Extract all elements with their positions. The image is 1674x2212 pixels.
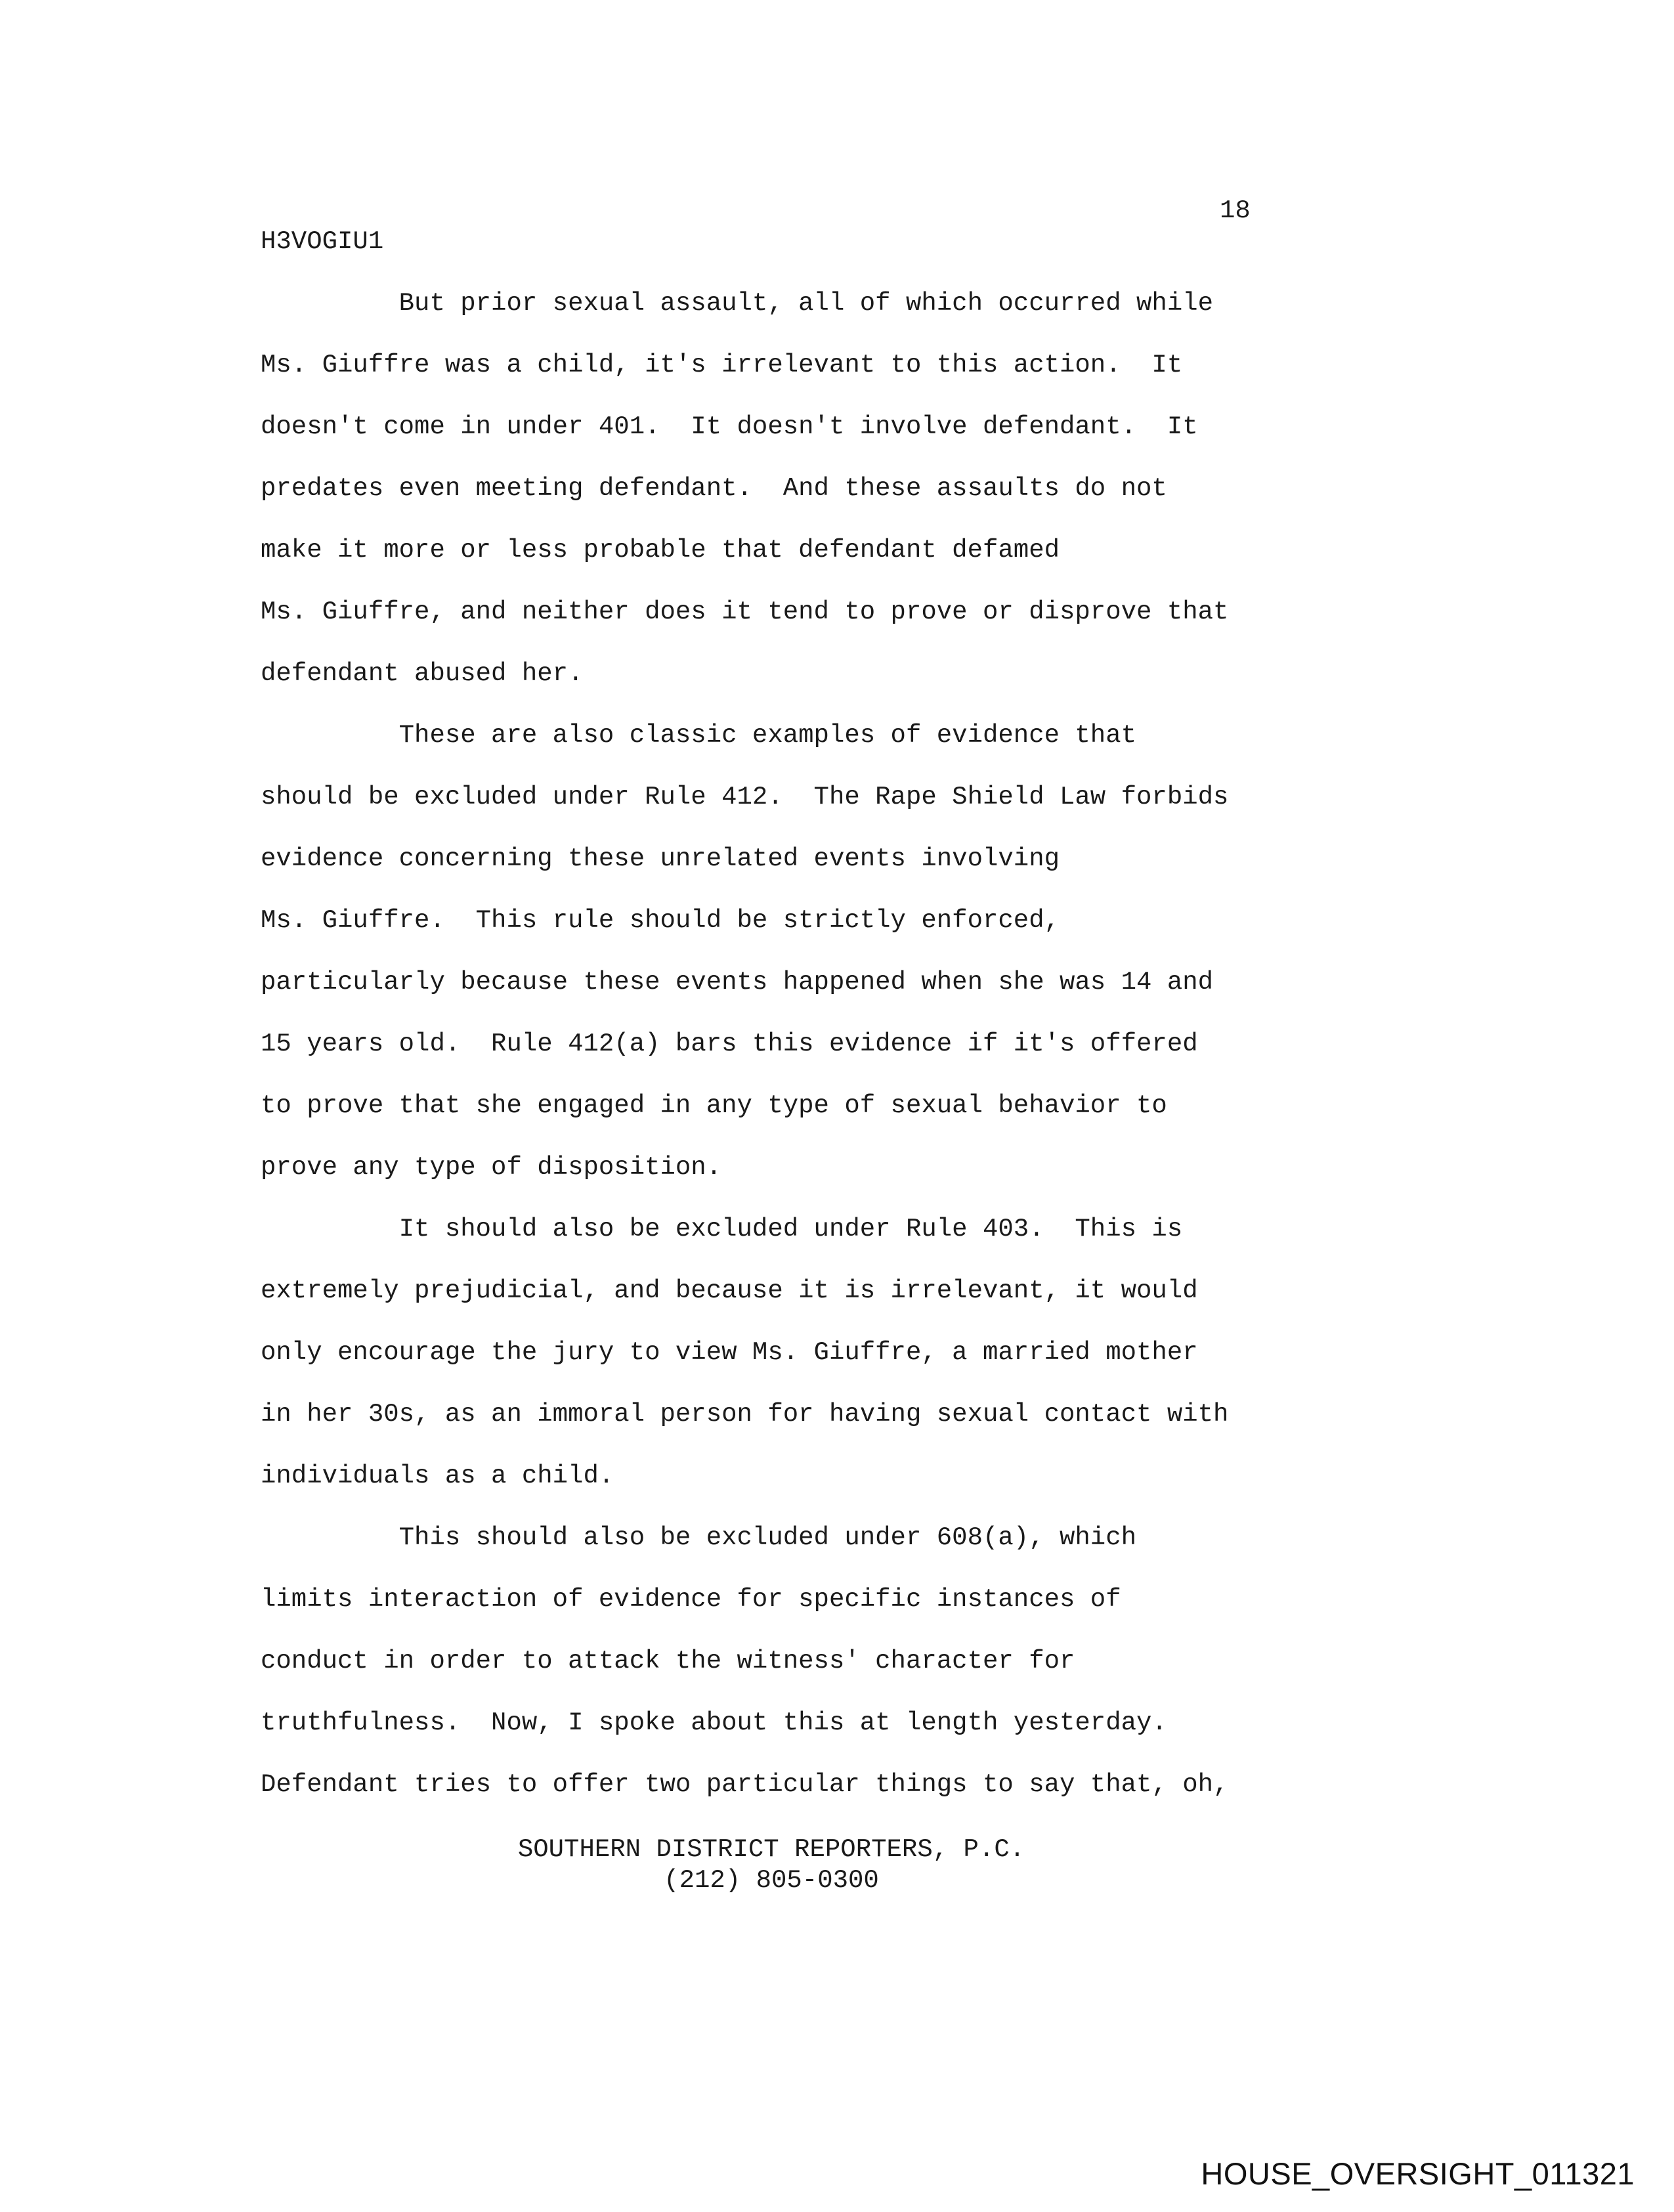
line-text: particularly because these events happened when she was 14 and xyxy=(261,968,1214,997)
transcript-line xyxy=(0,1464,1444,1496)
transcript-line xyxy=(0,1402,1444,1435)
transcript-line xyxy=(0,291,1444,324)
line-text: Defendant tries to offer two particular things to say that, oh, xyxy=(261,1770,1229,1799)
reporter-name: SOUTHERN DISTRICT REPORTERS, P.C. xyxy=(517,1835,1025,1864)
line-text: Ms. Giuffre was a child, it's irrelevant to this action. It xyxy=(261,351,1183,380)
bates-number: HOUSE_OVERSIGHT_011321 xyxy=(1201,2156,1635,2191)
transcript-line xyxy=(0,1217,1444,1249)
line-text: These are also classic examples of evidence that xyxy=(261,721,1137,750)
transcript-line xyxy=(0,538,1444,571)
transcript-line xyxy=(0,1031,1444,1064)
transcript-line xyxy=(0,599,1444,632)
line-text: But prior sexual assault, all of which occurred while xyxy=(261,289,1214,318)
transcript-line xyxy=(0,414,1444,447)
line-text: defendant abused her. xyxy=(261,659,584,688)
line-text: conduct in order to attack the witness' character for xyxy=(261,1647,1075,1676)
transcript-line xyxy=(0,723,1444,756)
transcript-line xyxy=(0,476,1444,509)
line-text: extremely prejudicial, and because it is irrelevant, it would xyxy=(261,1276,1198,1305)
case-id: H3VOGIU1 xyxy=(261,227,384,256)
line-text: should be excluded under Rule 412. The Rape Shield Law forbids xyxy=(261,783,1229,812)
reporter-phone: (212) 805-0300 xyxy=(664,1866,879,1895)
transcript-line xyxy=(0,1525,1444,1558)
transcript-line xyxy=(0,785,1444,817)
line-text: limits interaction of evidence for specific instances of xyxy=(261,1585,1121,1614)
line-text: It should also be excluded under Rule 403. This is xyxy=(261,1215,1183,1244)
line-text: truthfulness. Now, I spoke about this at length yesterday. xyxy=(261,1708,1167,1737)
transcript-line xyxy=(0,1710,1444,1743)
transcript-line xyxy=(0,1340,1444,1373)
transcript-line xyxy=(0,908,1444,941)
transcript-line xyxy=(0,1093,1444,1126)
line-text: individuals as a child. xyxy=(261,1462,614,1490)
line-text: only encourage the jury to view Ms. Giuffre, a married mother xyxy=(261,1338,1198,1367)
line-text: in her 30s, as an immoral person for having sexual contact with xyxy=(261,1400,1229,1429)
transcript-line xyxy=(0,1155,1444,1188)
line-text: Ms. Giuffre, and neither does it tend to prove or disprove that xyxy=(261,597,1229,626)
page-number: 18 xyxy=(1220,196,1251,225)
transcript-line xyxy=(0,661,1444,694)
line-text: evidence concerning these unrelated events involving xyxy=(261,844,1060,873)
transcript-line xyxy=(0,846,1444,879)
transcript-line xyxy=(0,353,1444,385)
line-text: Ms. Giuffre. This rule should be strictly enforced, xyxy=(261,906,1060,935)
line-text: prove any type of disposition. xyxy=(261,1153,722,1182)
transcript-line xyxy=(0,1772,1444,1805)
transcript-line xyxy=(0,1278,1444,1311)
transcript-line xyxy=(0,970,1444,1003)
line-text: to prove that she engaged in any type of sexual behavior to xyxy=(261,1091,1167,1120)
line-text: predates even meeting defendant. And these assaults do not xyxy=(261,474,1167,503)
line-text: 15 years old. Rule 412(a) bars this evidence if it's offered xyxy=(261,1030,1198,1058)
transcript-line xyxy=(0,1649,1444,1681)
transcript-line xyxy=(0,1587,1444,1620)
line-text: make it more or less probable that defendant defamed xyxy=(261,536,1060,565)
line-text: doesn't come in under 401. It doesn't involve defendant. It xyxy=(261,412,1198,441)
line-text: This should also be excluded under 608(a), which xyxy=(261,1523,1137,1552)
